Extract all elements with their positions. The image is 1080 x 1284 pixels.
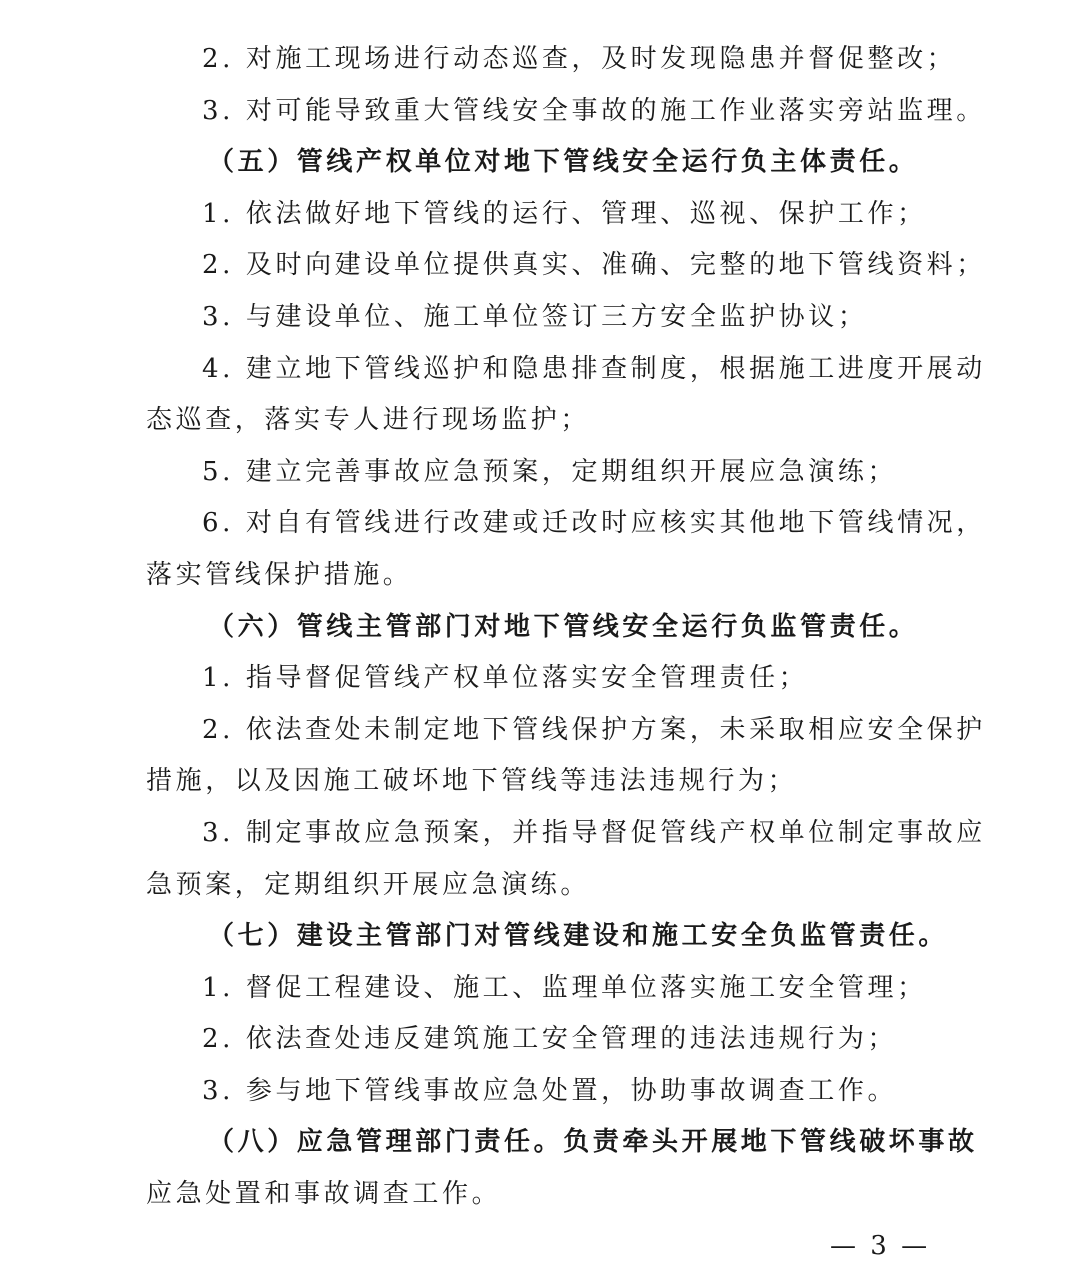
- list-item-continuation: 措施，以及因施工破坏地下管线等违法违规行为；: [146, 766, 798, 797]
- list-item-continuation: 应急处置和事故调查工作。: [146, 1179, 502, 1210]
- list-item: 2. 对施工现场进行动态巡查，及时发现隐患并督促整改；: [202, 44, 957, 74]
- list-item: 1. 依法做好地下管线的运行、管理、巡视、保护工作；: [202, 198, 927, 229]
- list-item: 3. 与建设单位、施工单位签订三方安全监护协议；: [202, 301, 868, 332]
- section-heading: （七）建设主管部门对管线建设和施工安全负监管责任。: [208, 921, 949, 952]
- list-item: 5. 建立完善事故应急预案，定期组织开展应急演练；: [202, 456, 898, 487]
- list-item: 2. 及时向建设单位提供真实、准确、完整的地下管线资料；: [202, 250, 986, 281]
- list-item: 2. 依法查处未制定地下管线保护方案，未采取相应安全保护: [202, 714, 986, 745]
- list-item-continuation: 落实管线保护措施。: [146, 559, 413, 590]
- page-number: — 3 —: [830, 1231, 931, 1261]
- section-heading: （六）管线主管部门对地下管线安全运行负监管责任。: [208, 611, 919, 642]
- list-item: 2. 依法查处违反建筑施工安全管理的违法违规行为；: [202, 1024, 898, 1055]
- list-item: 1. 督促工程建设、施工、监理单位落实施工安全管理；: [202, 972, 927, 1003]
- list-item: 4. 建立地下管线巡护和隐患排查制度，根据施工进度开展动: [202, 353, 986, 384]
- list-item: 3. 制定事故应急预案，并指导督促管线产权单位制定事故应: [202, 817, 986, 848]
- list-item-continuation: 急预案，定期组织开展应急演练。: [146, 869, 591, 900]
- document-body: [146, 34, 986, 1221]
- list-item: 3. 参与地下管线事故应急处置，协助事故调查工作。: [202, 1075, 898, 1106]
- list-item: 3. 对可能导致重大管线安全事故的施工作业落实旁站监理。: [202, 95, 986, 126]
- section-heading: （五）管线产权单位对地下管线安全运行负主体责任。: [208, 147, 919, 178]
- list-item: 6. 对自有管线进行改建或迁改时应核实其他地下管线情况，: [202, 508, 986, 539]
- list-item: 1. 指导督促管线产权单位落实安全管理责任；: [202, 663, 809, 694]
- list-item-continuation: 态巡查，落实专人进行现场监护；: [146, 405, 591, 436]
- section-heading: （八）应急管理部门责任。负责牵头开展地下管线破坏事故: [208, 1127, 978, 1158]
